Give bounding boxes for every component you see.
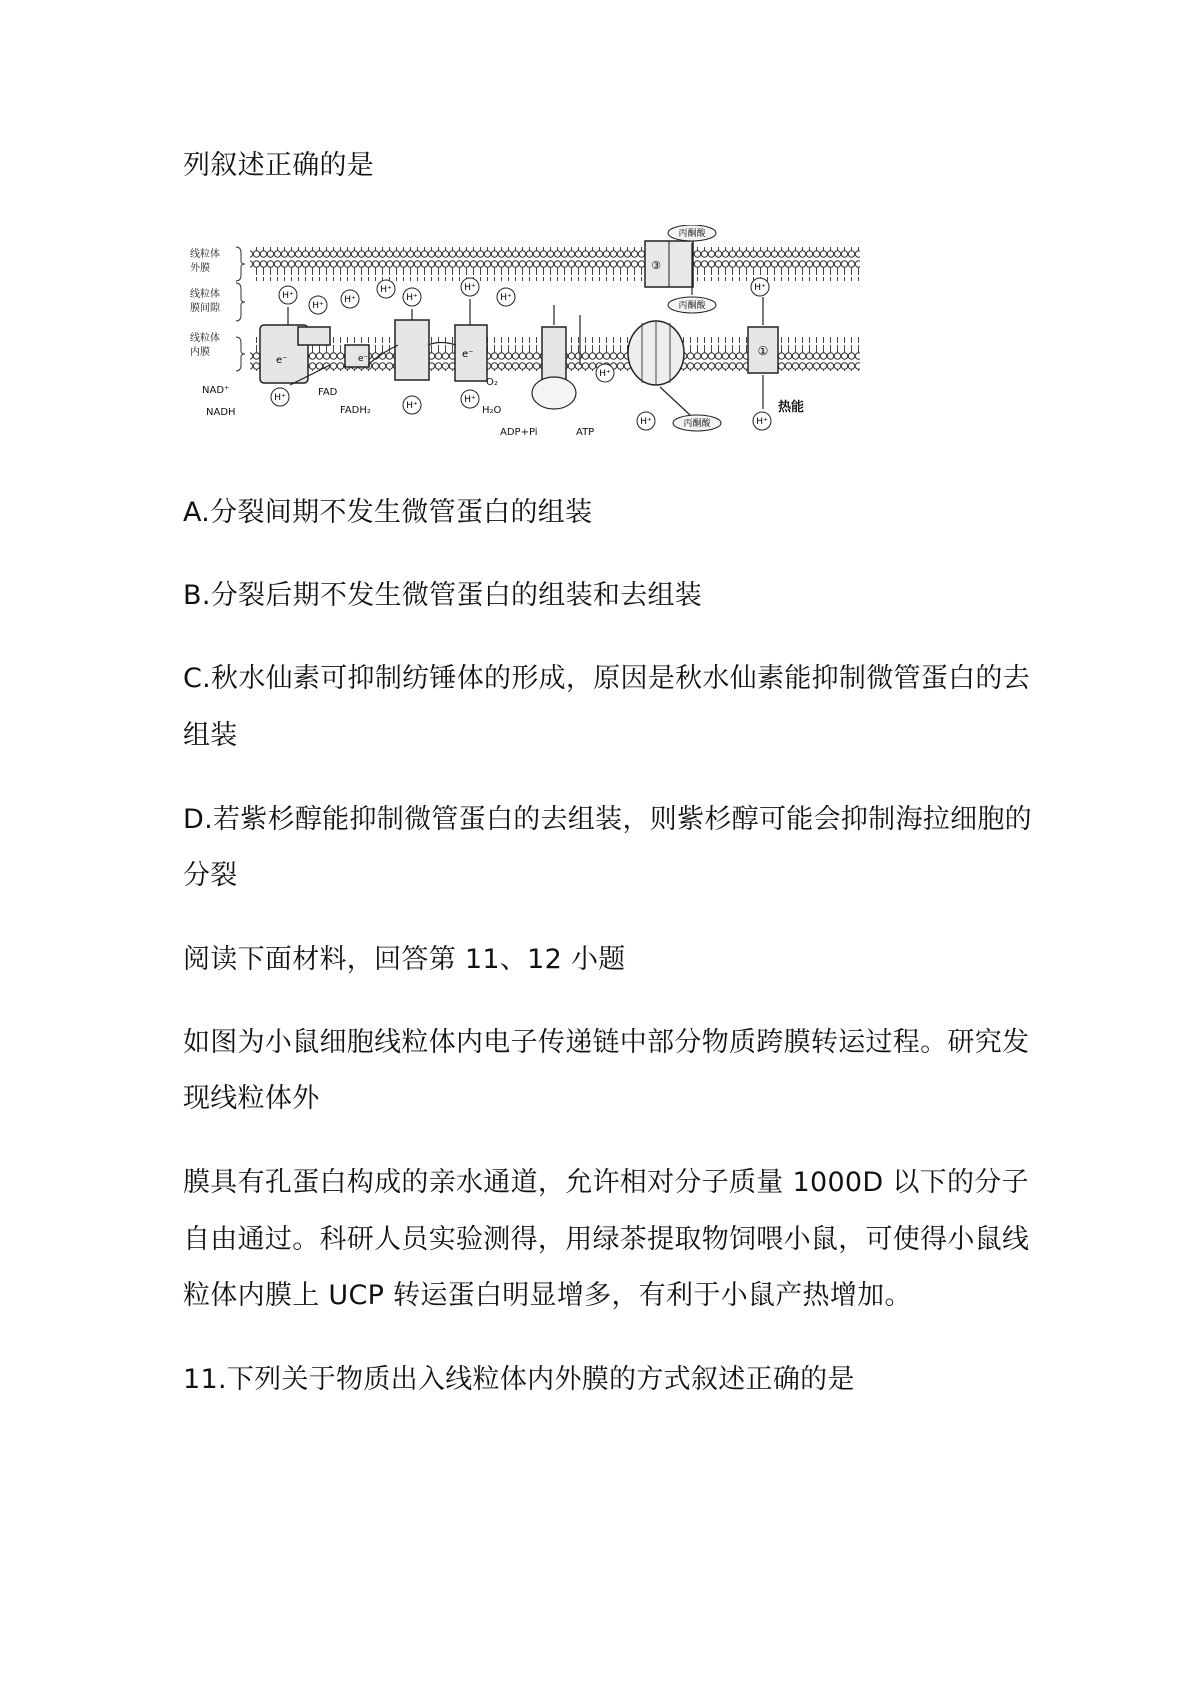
channel-number: ③ [651, 259, 661, 272]
svg-text:ADP+Pi: ADP+Pi [500, 427, 538, 438]
svg-text:H⁺: H⁺ [756, 417, 768, 427]
option-c-line1: C.秋水仙素可抑制纺锤体的形成，原因是秋水仙素能抑制微管蛋白的去 [183, 663, 1031, 694]
svg-text:FAD: FAD [318, 387, 338, 398]
reading-instruction: 阅读下面材料，回答第 11、12 小题 [183, 944, 626, 975]
bracket-inner [236, 337, 245, 371]
svg-text:H⁺: H⁺ [406, 401, 418, 411]
svg-text:H⁺: H⁺ [406, 293, 418, 303]
svg-text:丙酮酸: 丙酮酸 [678, 301, 706, 311]
svg-text:H⁺: H⁺ [464, 395, 476, 405]
svg-text:H⁺: H⁺ [464, 283, 476, 293]
bracket-outer [236, 247, 245, 281]
mitochondria-electron-transport-diagram [190, 225, 880, 475]
svg-text:O₂: O₂ [486, 377, 498, 388]
svg-text:丙酮酸: 丙酮酸 [678, 229, 706, 239]
option-c-line2: 组装 [183, 720, 238, 751]
svg-text:H⁺: H⁺ [380, 285, 392, 295]
svg-text:e⁻: e⁻ [358, 354, 369, 364]
svg-text:H₂O: H₂O [482, 405, 502, 416]
svg-text:e⁻: e⁻ [462, 349, 474, 360]
bracket-intermembrane [236, 283, 245, 321]
svg-text:热能: 热能 [778, 400, 805, 415]
svg-text:H⁺: H⁺ [282, 291, 294, 301]
passage-line4: 自由通过。科研人员实验测得，用绿茶提取物饲喂小鼠，可使得小鼠线 [183, 1224, 1030, 1255]
complex-3 [395, 320, 429, 380]
svg-text:丙酮酸: 丙酮酸 [683, 419, 711, 429]
passage-line1: 如图为小鼠细胞线粒体内电子传递链中部分物质跨膜转运过程。研究发 [183, 1027, 1030, 1058]
text-line-1: 列叙述正确的是 [183, 150, 375, 181]
svg-text:H⁺: H⁺ [500, 293, 512, 303]
label-intermembrane-space: 线粒体 膜间隙 [190, 289, 220, 314]
svg-text:H⁺: H⁺ [754, 283, 766, 293]
svg-text:FADH₂: FADH₂ [340, 405, 371, 416]
svg-text:H⁺: H⁺ [599, 369, 611, 379]
svg-text:H⁺: H⁺ [312, 301, 324, 311]
atp-synthase-stalk [542, 327, 566, 381]
passage-line5: 粒体内膜上 UCP 转运蛋白明显增多，有利于小鼠产热增加。 [183, 1280, 912, 1311]
svg-text:H⁺: H⁺ [344, 295, 356, 305]
outer-membrane [250, 247, 860, 281]
label-inner-membrane: 线粒体 内膜 [190, 333, 220, 358]
svg-text:H⁺: H⁺ [640, 417, 652, 427]
option-d-line2: 分裂 [183, 860, 238, 891]
option-d-line1: D.若紫杉醇能抑制微管蛋白的去组装，则紫杉醇可能会抑制海拉细胞的 [183, 804, 1032, 835]
option-a: A.分裂间期不发生微管蛋白的组装 [183, 497, 593, 528]
passage-line3: 膜具有孔蛋白构成的亲水通道，允许相对分子质量 1000D 以下的分子 [183, 1167, 1029, 1198]
svg-text:H⁺: H⁺ [274, 393, 286, 403]
option-b: B.分裂后期不发生微管蛋白的组装和去组装 [183, 580, 703, 611]
question-11: 11.下列关于物质出入线粒体内外膜的方式叙述正确的是 [183, 1364, 855, 1395]
svg-text:NADH: NADH [206, 407, 236, 418]
atp-synthase-head [532, 377, 576, 409]
passage-line2: 现线粒体外 [183, 1083, 320, 1114]
svg-text:e⁻: e⁻ [276, 355, 288, 366]
svg-text:ATP: ATP [576, 427, 595, 438]
svg-text:①: ① [757, 344, 769, 358]
label-outer-membrane: 线粒体 外膜 [190, 249, 220, 274]
svg-text:NAD⁺: NAD⁺ [202, 385, 230, 396]
